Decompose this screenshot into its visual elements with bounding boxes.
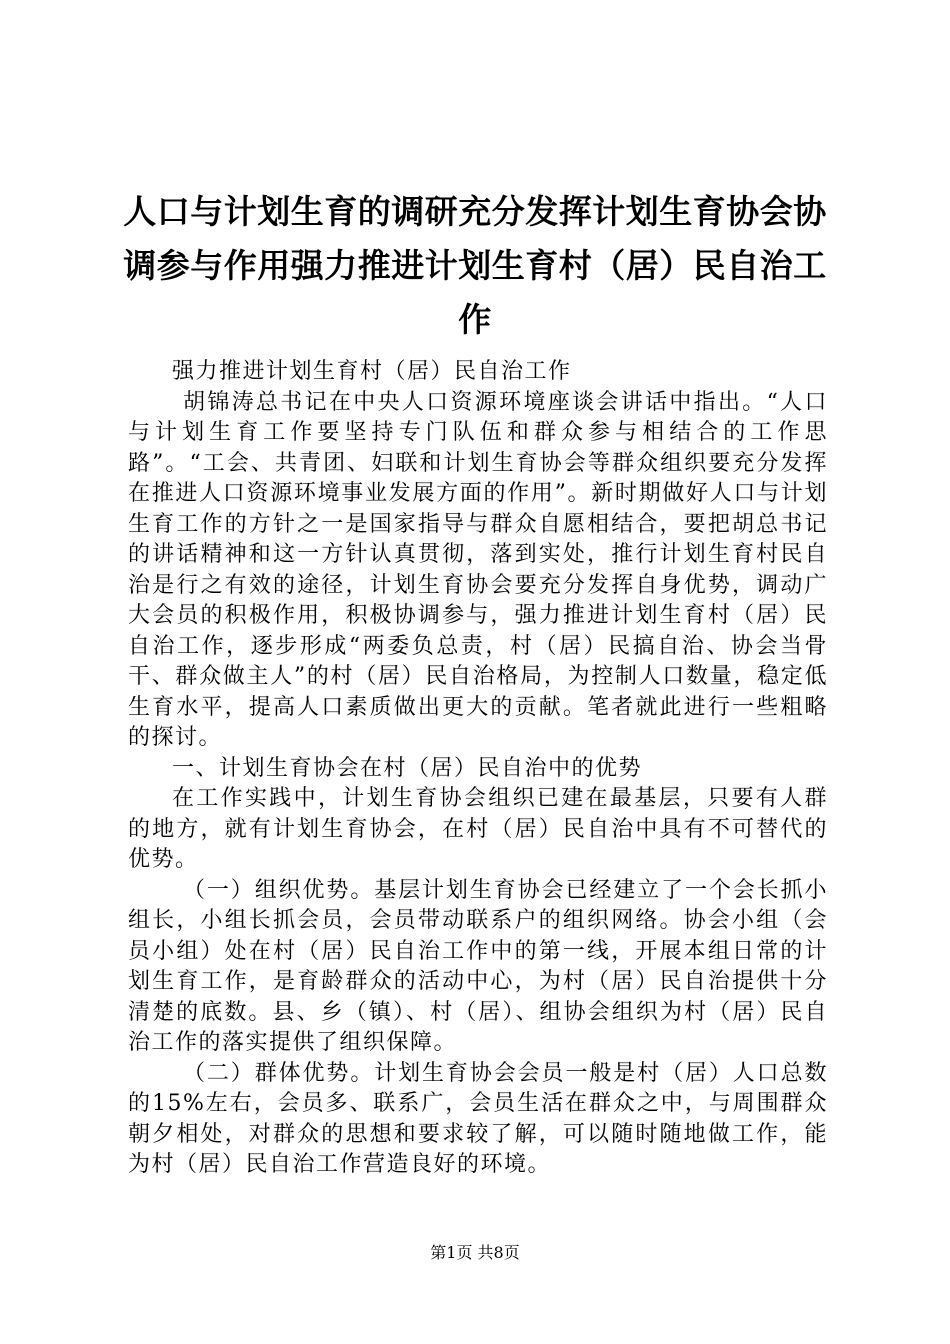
document-title: 人口与计划生育的调研充分发挥计划生育协会协调参与作用强力推进计划生育村（居）民自治工作 bbox=[123, 192, 827, 339]
body-paragraph: 胡锦涛总书记在中央人口资源环境座谈会讲话中指出。“人口与计划生育工作要坚持专门队伍和群众参与相结合的工作思路”。“工会、共青团、妇联和计划生育协会等群众组织要充分发挥在推进人口资源环境事业发展方面的作用”。新时期做好人口与计划生育工作的方针之一是国家指导与群众自愿相结合，要把胡总书记的讲话精神和这一方针认真贯彻，落到实处，推行计划生育村民自治是行之有效的途径，计划生育协会要充分发挥自身优势，调动广大会员的积极作用，积极协调参与，强力推进计划生育村（居）民自治工作，逐步形成“两委负总责，村（居）民搞自治、协会当骨干、群众做主人”的村（居）民自治格局，为控制人口数量，稳定低生育水平，提高人口素质做出更大的贡献。笔者就此进行一些粗略的探讨。 bbox=[128, 389, 828, 750]
body-paragraph: 在工作实践中，计划生育协会组织已建在最基层，只要有人群的地方，就有计划生育协会，在村（居）民自治中具有不可替代的优势。 bbox=[128, 786, 828, 872]
body-paragraph: （一）组织优势。基层计划生育协会已经建立了一个会长抓小组长，小组长抓会员，会员带动联系户的组织网络。协会小组（会员小组）处在村（居）民自治工作中的第一线，开展本组日常的计划生育工作，是育龄群众的活动中心，为村（居）民自治提供十分清楚的底数。县、乡（镇）、村（居）、组协会组织为村（居）民自治工作的落实提供了组织保障。 bbox=[128, 877, 828, 1055]
body-paragraph: （二）群体优势。计划生育协会会员一般是村（居）人口总数的15%左右，会员多、联系广，会员生活在群众之中，与周围群众朝夕相处，对群众的思想和要求较了解，可以随时随地做工作，能为村（居）民自治工作营造良好的环境。 bbox=[128, 1060, 828, 1177]
section-heading: 一、计划生育协会在村（居）民自治中的优势 bbox=[172, 755, 643, 781]
page-footer: 第1页 共8页 bbox=[430, 1243, 520, 1262]
subtitle-paragraph: 强力推进计划生育村（居）民自治工作 bbox=[172, 359, 572, 384]
document-body bbox=[128, 357, 828, 1181]
